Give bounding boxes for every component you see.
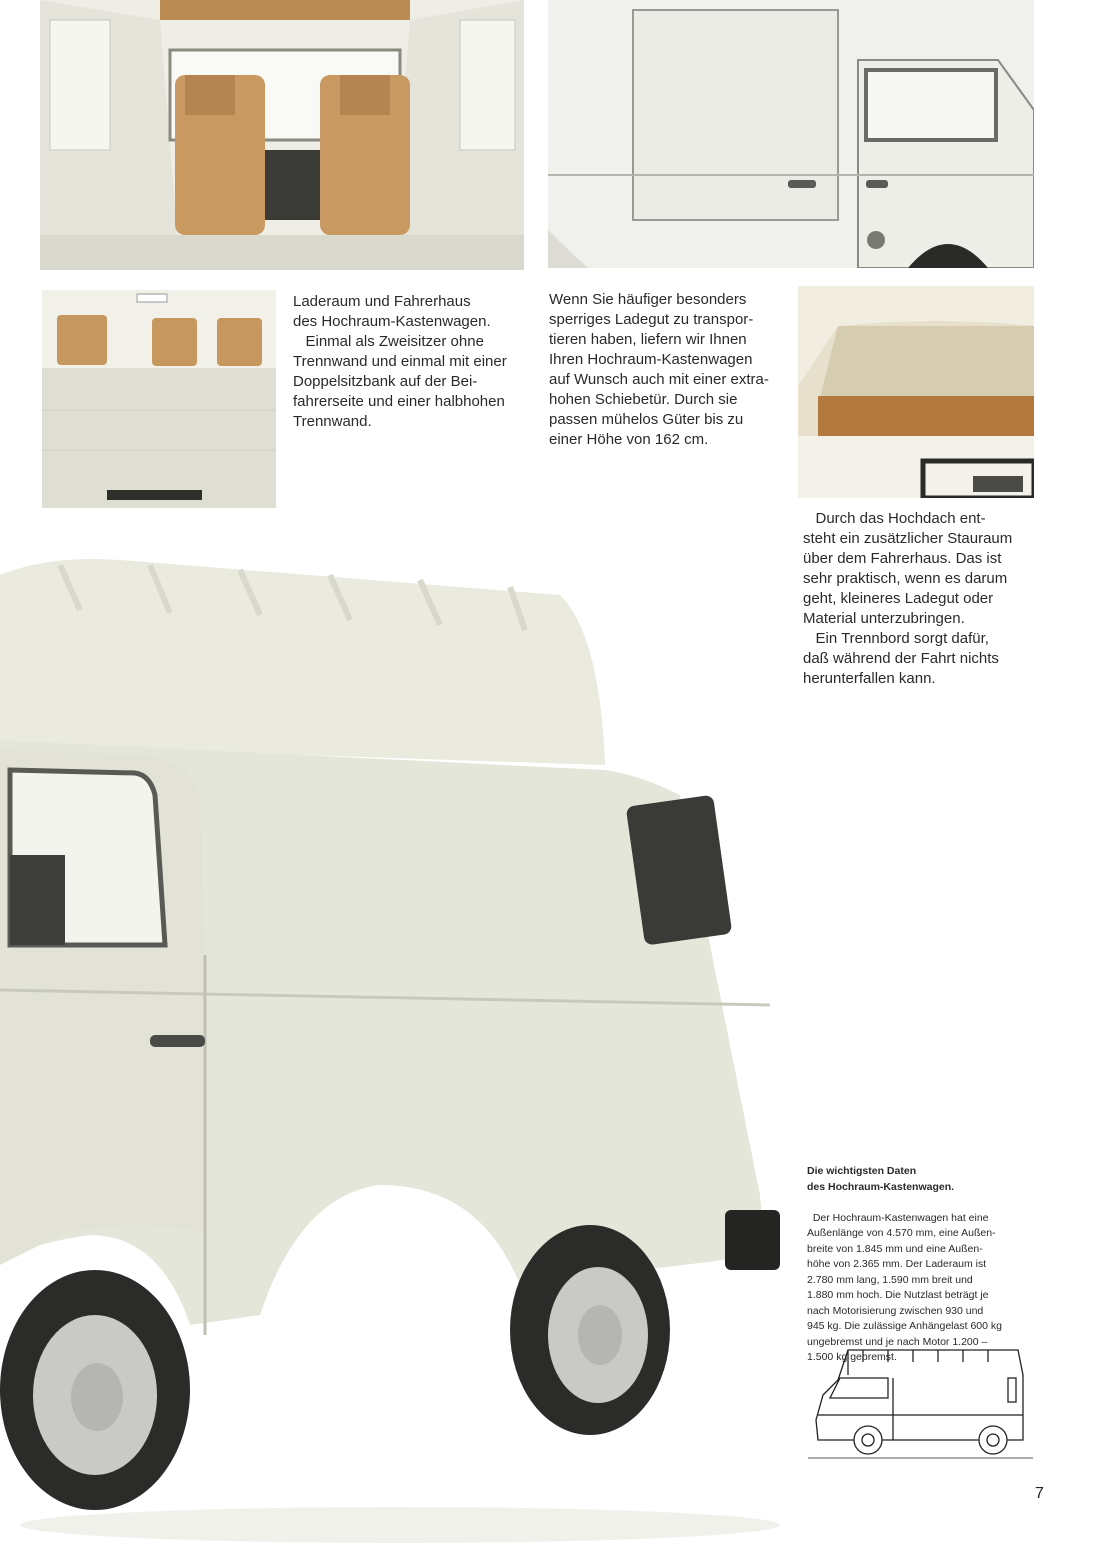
specs-section [807, 1133, 1002, 1366]
caption-interior: Laderaum und Fahrerhaus des Hochraum-Kastenwagen. Einmal als Zweisitzer ohne Trennwand und einmal mit einer Doppelsitzbank auf der Bei- fahrerseite und einer halbhohen Trennwand. [293, 293, 507, 430]
photo-high-sliding-door [548, 0, 1034, 268]
photo-high-roof-van [0, 535, 790, 1550]
photo-roof-storage-shelf [798, 286, 1034, 498]
photo-cargo-interior-two-seats [40, 0, 524, 270]
specs-body: Der Hochraum-Kastenwagen hat eine Außenlänge von 4.570 mm, eine Außen- breite von 1.845 mm und eine Außen- höhe von 2.365 mm. Der Laderaum ist 2.780 mm lang, 1.590 mm breit und 1.880 mm hoch. Die Nutzlast beträgt je nach Motorisierung zwischen 930 und 945 kg. Die zulässige Anhängelast 600 kg ungebremst und je nach Motor 1.200 – 1.500 kg gebremst. [807, 1211, 1002, 1363]
caption-sliding-door: Wenn Sie häufiger besonders sperriges Ladegut zu transpor- tieren haben, liefern wir Ihnen Ihren Hochraum-Kastenwagen auf Wunsch auch mit einer extra- hohen Schiebetür. Durch sie passen mühelos Güter bis zu einer Höhe von 162 cm. [549, 291, 769, 448]
van-line-drawing [808, 1340, 1038, 1465]
caption-roof-storage: Durch das Hochdach ent- steht ein zusätzlicher Stauraum über dem Fahrerhaus. Das ist sehr praktisch, wenn es darum geht, kleineres Ladegut oder Material unterzubringen. Ein Trennbord sorgt dafür, daß während der Fahrt nichts herunterfallen kann. [803, 510, 1013, 687]
page-number: 7 [1035, 1485, 1044, 1502]
photo-cargo-interior-double-bench [42, 290, 276, 508]
specs-heading: Die wichtigsten Daten des Hochraum-Kastenwagen. [807, 1165, 955, 1193]
